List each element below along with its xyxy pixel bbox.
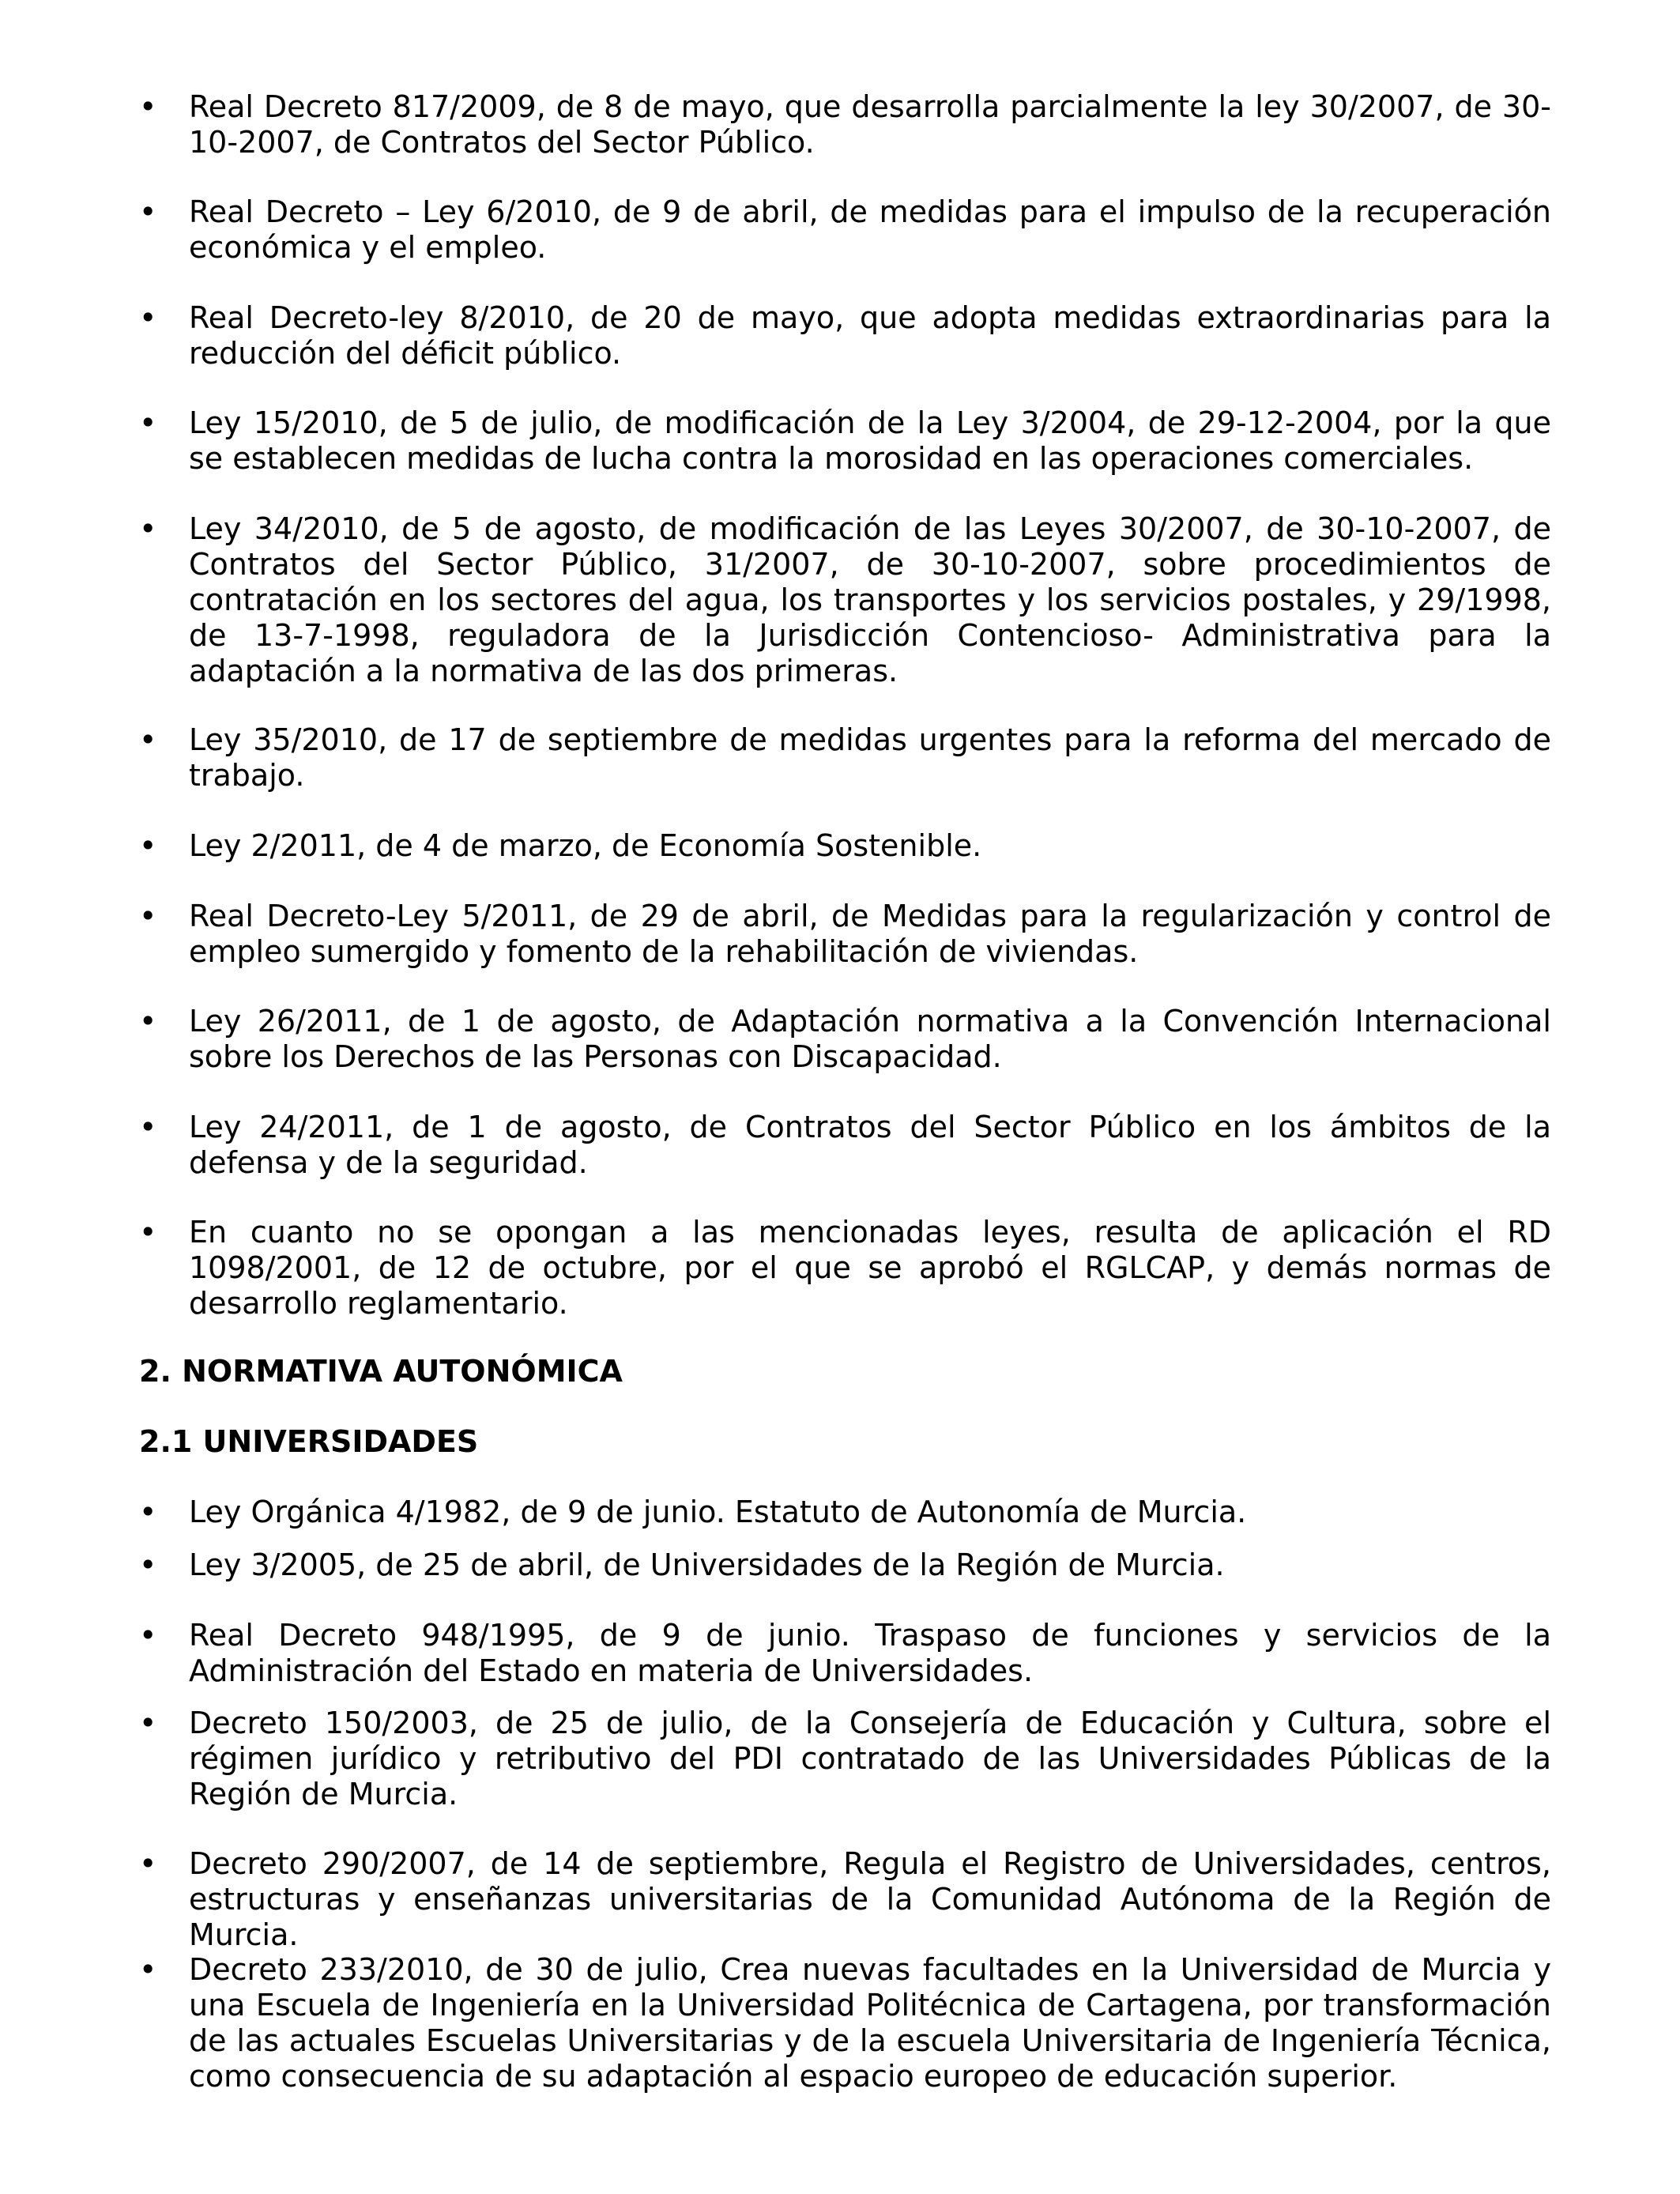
list-item-text: Real Decreto 948/1995, de 9 de junio. Traspaso de funciones y servicios de la Administración del Estado en materia de Universidades.: [189, 1618, 1551, 1688]
bullet-icon: •: [139, 194, 157, 229]
bullet-icon: •: [139, 1110, 157, 1144]
bullet-icon: •: [139, 899, 157, 933]
list-item-text: Decreto 233/2010, de 30 de julio, Crea nuevas facultades en la Universidad de Murcia y una Escuela de Ingeniería en la Universidad Politécnica de Cartagena, por transformación de las actuales Escuelas Universitarias y de la escuela Universitaria de Ingeniería Técnica, como consecuencia de su adaptación al espacio europeo de educación superior.: [189, 1952, 1551, 2094]
bullet-icon: •: [139, 1495, 157, 1529]
bullet-icon: •: [139, 511, 157, 546]
list-item-text: Ley 15/2010, de 5 de julio, de modificación de la Ley 3/2004, de 29-12-2004, por la que se establecen medidas de lucha contra la morosidad en las operaciones comerciales.: [189, 405, 1551, 476]
bullet-icon: •: [139, 1618, 157, 1653]
list-item-text: Real Decreto-Ley 5/2011, de 29 de abril, de Medidas para la regularización y control de empleo sumergido y fomento de la rehabilitación de viviendas.: [189, 899, 1551, 969]
list-item-text: Ley 2/2011, de 4 de marzo, de Economía Sostenible.: [189, 828, 982, 863]
list-item-text: En cuanto no se opongan a las mencionadas leyes, resulta de aplicación el RD 1098/2001, de 12 de octubre, por el que se aprobó el RGLCAP, y demás normas de desarrollo reglamentario.: [189, 1215, 1551, 1321]
section-heading: 2. NORMATIVA AUTONÓMICA: [139, 1354, 623, 1389]
bullet-icon: •: [139, 1215, 157, 1250]
list-item-text: Ley 34/2010, de 5 de agosto, de modificación de las Leyes 30/2007, de 30-10-2007, de Contratos del Sector Público, 31/2007, de 30-10-2007, sobre procedimientos de contratación en los sectores del agua, los transportes y los servicios postales, y 29/1998, de 13-7-1998, reguladora de la Jurisdicción Contencioso- Administrativa para la adaptación a la normativa de las dos primeras.: [189, 511, 1551, 688]
list-item-text: Ley 35/2010, de 17 de septiembre de medidas urgentes para la reforma del mercado de trabajo.: [189, 722, 1551, 793]
bullet-icon: •: [139, 1547, 157, 1582]
list-item-text: Decreto 290/2007, de 14 de septiembre, Regula el Registro de Universidades, centros, estructuras y enseñanzas universitarias de la Comunidad Autónoma de la Región de Murcia.: [189, 1846, 1551, 1952]
bullet-icon: •: [139, 722, 157, 757]
bullet-icon: •: [139, 828, 157, 863]
list-item-text: Ley 24/2011, de 1 de agosto, de Contratos del Sector Público en los ámbitos de la defensa y de la seguridad.: [189, 1110, 1551, 1180]
list-item-text: Decreto 150/2003, de 25 de julio, de la Consejería de Educación y Cultura, sobre el régimen jurídico y retributivo del PDI contratado de las Universidades Públicas de la Región de Murcia.: [189, 1706, 1551, 1811]
bullet-icon: •: [139, 405, 157, 440]
subsection-heading: 2.1 UNIVERSIDADES: [139, 1424, 479, 1459]
list-item-text: Real Decreto 817/2009, de 8 de mayo, que desarrolla parcialmente la ley 30/2007, de 30-10-2007, de Contratos del Sector Público.: [189, 89, 1551, 160]
bullet-icon: •: [139, 1004, 157, 1039]
list-item-text: Real Decreto-ley 8/2010, de 20 de mayo, que adopta medidas extraordinarias para la reducción del déficit público.: [189, 300, 1551, 371]
list-item-text: Ley 26/2011, de 1 de agosto, de Adaptación normativa a la Convención Internacional sobre los Derechos de las Personas con Discapacidad.: [189, 1004, 1551, 1074]
list-item-text: Ley 3/2005, de 25 de abril, de Universidades de la Región de Murcia.: [189, 1547, 1225, 1582]
bullet-icon: •: [139, 1706, 157, 1740]
bullet-icon: •: [139, 89, 157, 124]
bullet-icon: •: [139, 1952, 157, 1987]
list-item-text: Real Decreto – Ley 6/2010, de 9 de abril, de medidas para el impulso de la recuperación económica y el empleo.: [189, 194, 1551, 265]
bullet-icon: •: [139, 300, 157, 335]
list-item-text: Ley Orgánica 4/1982, de 9 de junio. Estatuto de Autonomía de Murcia.: [189, 1495, 1247, 1529]
bullet-icon: •: [139, 1846, 157, 1881]
